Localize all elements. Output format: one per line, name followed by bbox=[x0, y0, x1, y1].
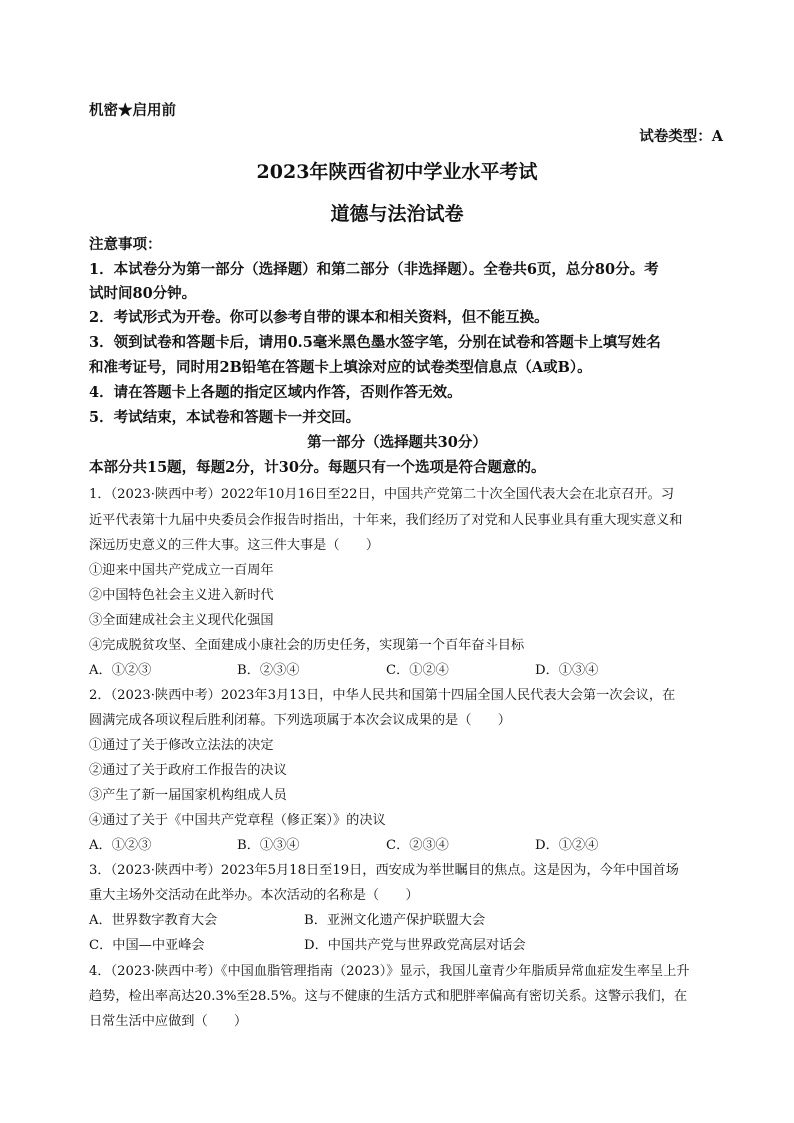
notes-line: 3．领到试卷和答题卡后，请用0.5毫米黑色墨水签字笔，分别在试卷和答题卡上填写姓名 bbox=[89, 334, 661, 351]
notes-line: 1．本试卷分为第一部分（选择题）和第二部分（非选择题）。全卷共6页，总分80分。考 bbox=[89, 261, 659, 278]
question-1-option-b: B．②③④ bbox=[237, 663, 300, 678]
notes-heading: 注意事项： bbox=[89, 236, 162, 253]
question-3-option-d: D．中国共产党与世界政党高层对话会 bbox=[304, 938, 526, 953]
question-1-text: 1．（2023·陕西中考）2022年10月16日至22日，中国共产党第二十次全国代表大会在北京召开。习 bbox=[89, 487, 675, 502]
question-1-text: 深远历史意义的三件大事。这三件大事是（ ） bbox=[89, 538, 380, 553]
question-1-option-c: C．①②④ bbox=[386, 663, 449, 678]
question-2-item: ④通过了关于《中国共产党章程（修正案）》的决议 bbox=[89, 813, 386, 828]
confidential-label: 机密★启用前 bbox=[89, 102, 176, 119]
exam-subtitle: 道德与法治试卷 bbox=[330, 203, 464, 225]
notes-line: 2．考试形式为开卷。你可以参考自带的课本和相关资料，但不能互换。 bbox=[89, 309, 549, 326]
question-3-option-b: B．亚洲文化遗产保护联盟大会 bbox=[304, 913, 486, 928]
question-2-option-d: D．①②④ bbox=[535, 838, 599, 853]
question-4-text: 趋势，检出率高达20.3%至28.5%。这与不健康的生活方式和肥胖率偏高有密切关系。这警示我们，在 bbox=[89, 989, 688, 1004]
question-1-item: ②中国特色社会主义进入新时代 bbox=[89, 588, 274, 603]
question-2-item: ②通过了关于政府工作报告的决议 bbox=[89, 763, 287, 778]
question-2-text: 2．（2023·陕西中考）2023年3月13日，中华人民共和国第十四届全国人民代表大会第一次会议，在 bbox=[89, 688, 676, 703]
question-3-option-a: A．世界数字教育大会 bbox=[89, 913, 218, 928]
question-3-text: 3．（2023·陕西中考）2023年5月18日至19日，西安成为举世瞩目的焦点。这是因为，今年中国首场 bbox=[89, 863, 679, 878]
question-2-text: 圆满完成各项议程后胜利闭幕。下列选项属于本次会议成果的是（ ） bbox=[89, 713, 511, 728]
notes-line: 4．请在答题卡上各题的指定区域内作答，否则作答无效。 bbox=[89, 384, 462, 401]
notes-line: 5．考试结束，本试卷和答题卡一并交回。 bbox=[89, 409, 361, 426]
question-2-option-b: B．①③④ bbox=[237, 838, 300, 853]
question-4-text: 日常生活中应做到（ ） bbox=[89, 1014, 248, 1029]
question-1-item: ④完成脱贫攻坚、全面建成小康社会的历史任务，实现第一个百年奋斗目标 bbox=[89, 638, 525, 653]
question-3-option-c: C．中国—中亚峰会 bbox=[89, 938, 205, 953]
question-2-option-a: A．①②③ bbox=[89, 838, 152, 853]
notes-line: 和准考证号，同时用2B铅笔在答题卡上填涂对应的试卷类型信息点（A或B）。 bbox=[89, 359, 592, 376]
part1-heading: 第一部分（选择题共30分） bbox=[307, 434, 487, 451]
question-1-item: ①迎来中国共产党成立一百周年 bbox=[89, 563, 274, 578]
part1-intro: 本部分共15题，每题2分，计30分。每题只有一个选项是符合题意的。 bbox=[89, 459, 546, 476]
question-1-option-a: A．①②③ bbox=[89, 663, 152, 678]
question-1-option-d: D．①③④ bbox=[535, 663, 599, 678]
question-1-item: ③全面建成社会主义现代化强国 bbox=[89, 613, 274, 628]
notes-line: 试时间80分钟。 bbox=[89, 285, 197, 302]
question-1-text: 近平代表第十九届中央委员会作报告时指出，十年来，我们经历了对党和人民事业具有重大现实意义和 bbox=[89, 513, 683, 528]
exam-title: 2023年陕西省初中学业水平考试 bbox=[256, 161, 538, 183]
paper-type-label: 试卷类型：A bbox=[639, 128, 723, 145]
question-3-text: 重大主场外交活动在此举办。本次活动的名称是（ ） bbox=[89, 888, 419, 903]
question-2-item: ①通过了关于修改立法法的决定 bbox=[89, 738, 274, 753]
question-2-option-c: C．②③④ bbox=[386, 838, 449, 853]
question-2-item: ③产生了新一届国家机构组成人员 bbox=[89, 788, 287, 803]
question-4-text: 4．（2023·陕西中考）《中国血脂管理指南（2023）》显示，我国儿童青少年脂质异常血症发生率呈上升 bbox=[89, 964, 690, 979]
